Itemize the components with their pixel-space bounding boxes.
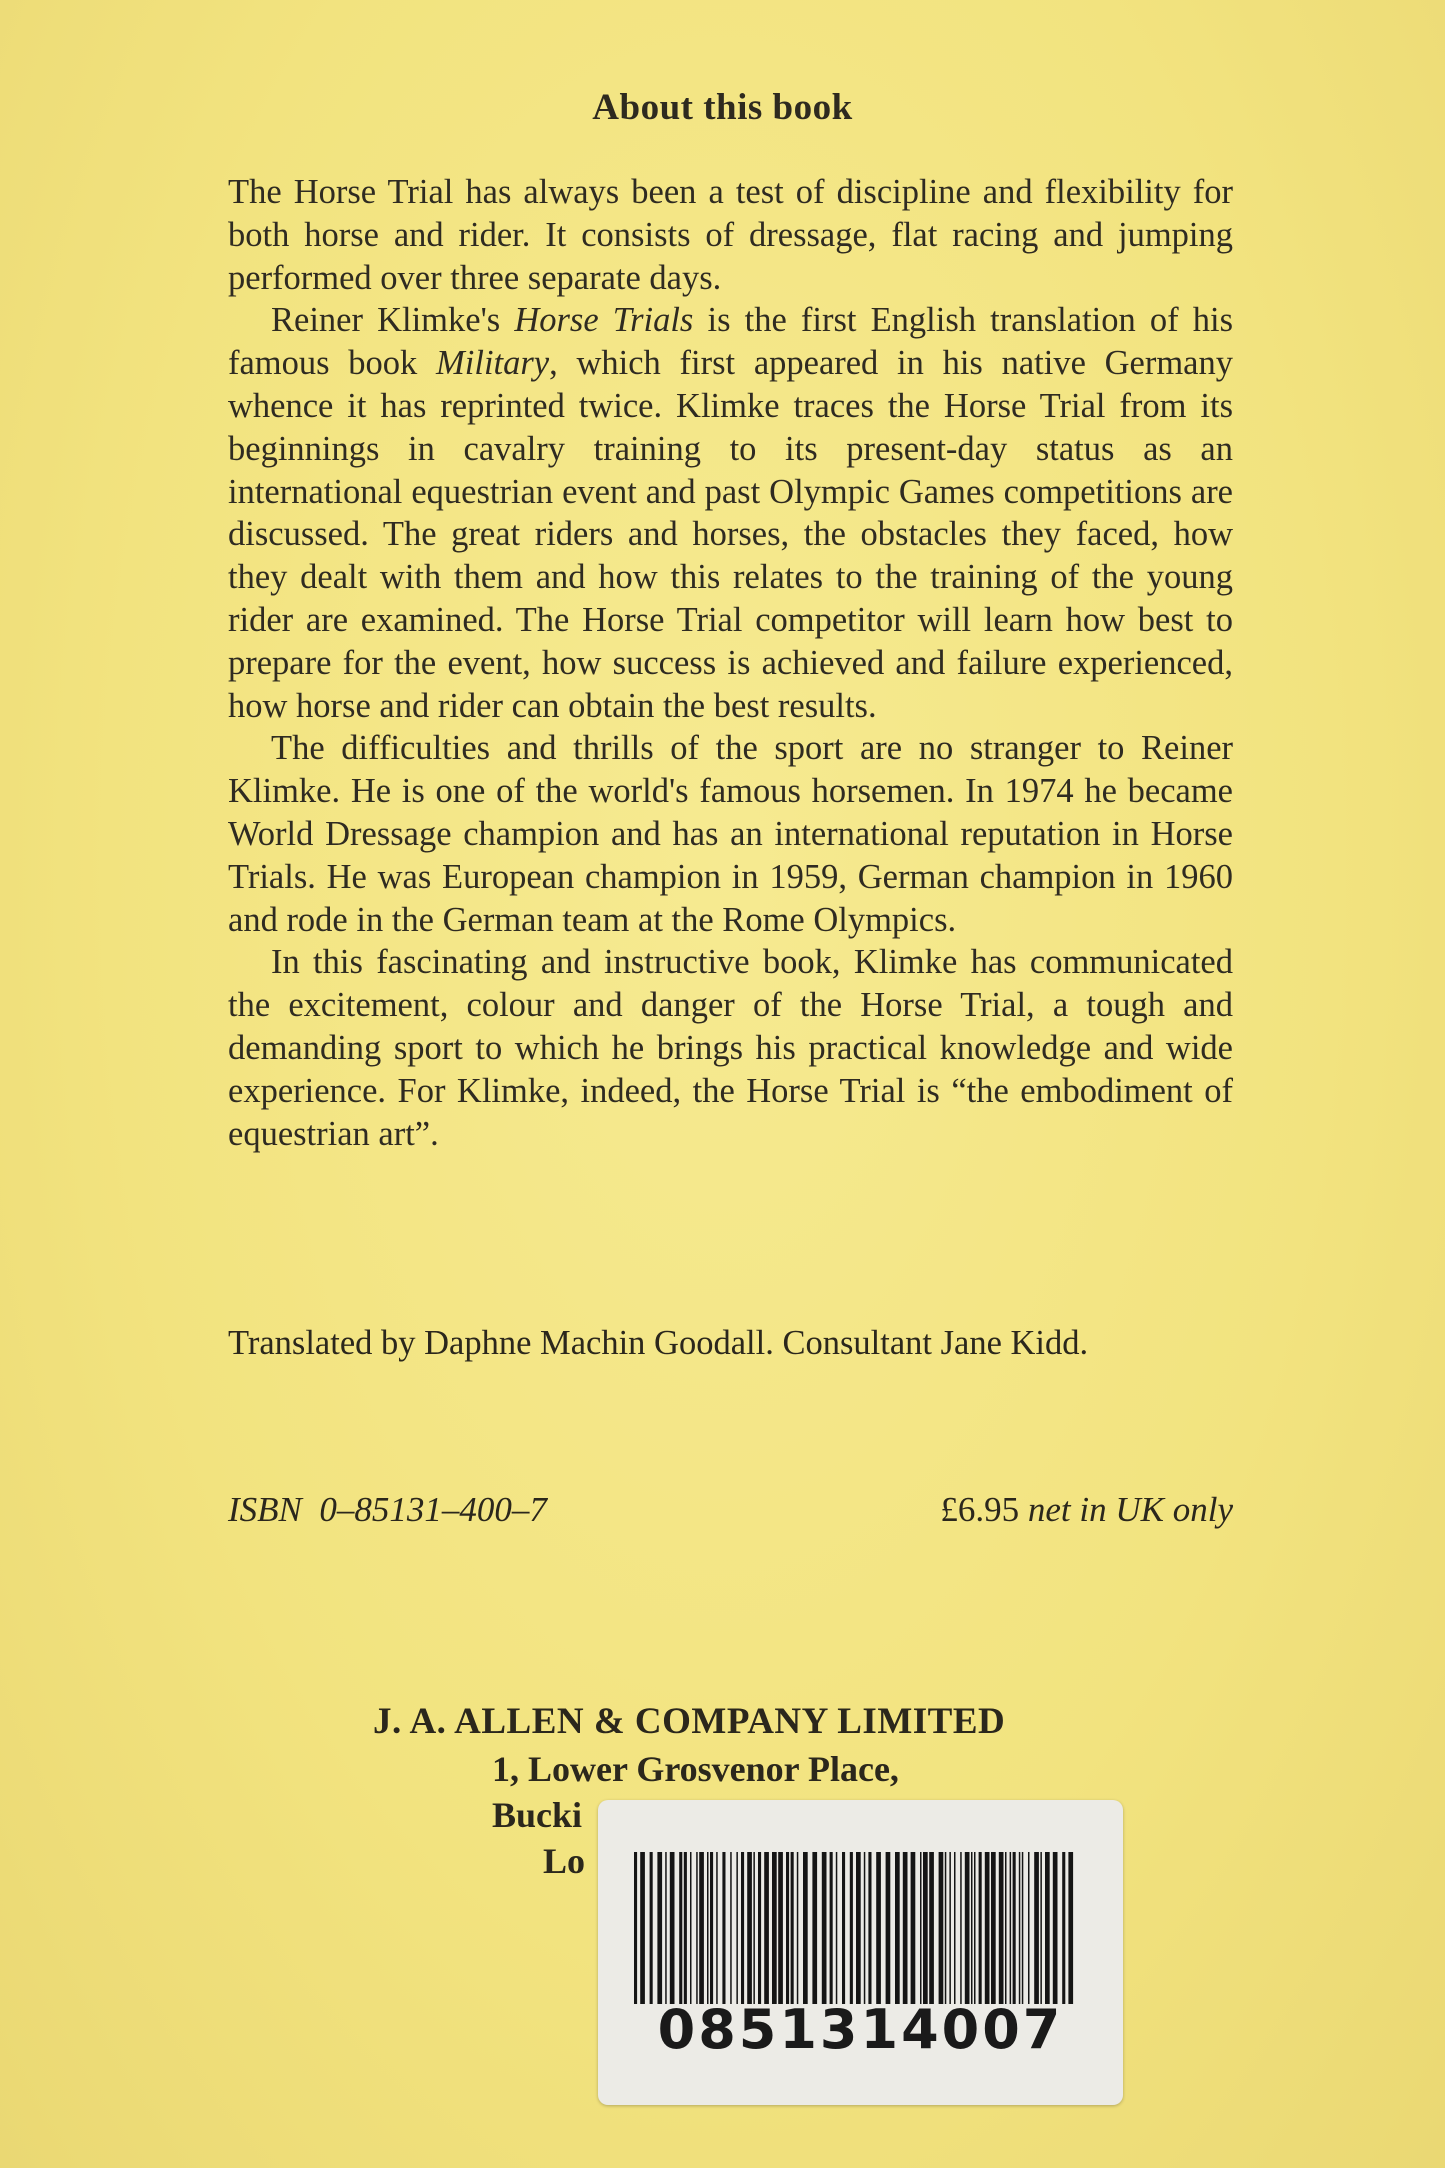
barcode-bar: [1010, 1852, 1012, 2004]
barcode-bar: [665, 1852, 667, 2004]
book-title-horse-trials: Horse Trials: [514, 301, 694, 340]
barcode-bar: [974, 1852, 976, 2004]
barcode-bar: [650, 1852, 653, 2004]
blurb-paragraph-4: In this fascinating and instructive book, Klimke has communicated the excitement, colour and danger of the Horse Trial, a tough and demanding sport to which he brings his practical knowledge and wide experience. For Klimke, indeed, the Horse Trial is “the embodiment of equestrian art”.: [228, 943, 1233, 1153]
barcode-bar: [722, 1852, 725, 2004]
barcode-bar: [960, 1852, 962, 2004]
publisher-name: J. A. ALLEN & COMPANY LIMITED: [373, 1701, 1006, 1742]
barcode-bar: [971, 1852, 973, 2004]
publisher-address-line-3: Lo: [543, 1841, 586, 1881]
price-amount: £6.95: [940, 1490, 1020, 1529]
barcode-sticker: [598, 1800, 1123, 2105]
barcode-bar: [1005, 1852, 1007, 2004]
blurb-text: [228, 171, 1233, 1155]
barcode-bar: [822, 1852, 827, 2004]
barcode-bar: [1013, 1852, 1016, 2004]
barcode-bar: [850, 1852, 853, 2004]
barcode-digits: 0851314007: [657, 1998, 1064, 2061]
barcode-bar: [886, 1852, 891, 2004]
barcode-bar: [830, 1852, 833, 2004]
barcode-bar: [939, 1852, 944, 2004]
barcode-bar: [864, 1852, 866, 2004]
barcode-bar: [985, 1852, 990, 2004]
barcode-bar: [778, 1852, 783, 2004]
barcode-bar: [736, 1852, 738, 2004]
barcode-bar: [836, 1852, 838, 2004]
barcode-bar: [812, 1852, 817, 2004]
barcode-bar: [1028, 1852, 1030, 2004]
barcode-bar: [772, 1852, 777, 2004]
barcode-bar: [716, 1852, 718, 2004]
barcode-bar: [949, 1852, 951, 2004]
translator-credits: Translated by Daphne Machin Goodall. Consultant Jane Kidd.: [228, 1324, 1089, 1362]
barcode-bar: [999, 1852, 1004, 2004]
barcode-bar: [684, 1852, 687, 2004]
barcode-bar: [979, 1852, 982, 2004]
blurb-p2-part-b: is the first English translation of his famous book: [228, 301, 1233, 383]
price-note: net in UK only: [1027, 1490, 1233, 1529]
isbn-label: ISBN: [228, 1490, 302, 1529]
barcode-bar: [920, 1852, 922, 2004]
isbn-number: 0–85131–400–7: [319, 1490, 547, 1529]
barcode-bar: [710, 1852, 713, 2004]
barcode-image: [634, 1852, 1074, 2004]
blurb-paragraph-3: The difficulties and thrills of the sport are no stranger to Reiner Klimke. He is one of the world's famous horsemen. In 1974 he became World Dressage champion and has an international reputation in Horse Trials. He was European champion in 1959, German champion in 1960 and rode in the German team at the Rome Olympics.: [228, 729, 1233, 939]
blurb-p2-part-c: , which first appeared in his native Germany whence it has reprinted twice. Klimke traces the Horse Trial from its beginnings in cavalry training to its present-day status as an international equestrian event and past Olympic Games competitions are discussed. The great riders and horses, the obstacles they faced, how they dealt with them and how this relates to the training of the young rider are examined. The Horse Trial competitor will learn how best to prepare for the event, how success is achieved and failure experienced, how horse and rider can obtain the best results.: [228, 344, 1233, 725]
isbn: [228, 1490, 547, 1530]
barcode-bar: [965, 1852, 970, 2004]
barcode-bar: [1019, 1852, 1021, 2004]
barcode-bar: [929, 1852, 934, 2004]
price: [940, 1490, 1233, 1530]
barcode-bar: [696, 1852, 698, 2004]
barcode-bar: [1034, 1852, 1039, 2004]
barcode-bar: [954, 1852, 956, 2004]
barcode-bar: [634, 1852, 637, 2004]
barcode-bar: [911, 1852, 916, 2004]
about-heading: About this book: [592, 87, 853, 128]
barcode-bar: [741, 1852, 744, 2004]
barcode-bar: [945, 1852, 947, 2004]
barcode-bar: [923, 1852, 928, 2004]
barcode-bar: [707, 1852, 709, 2004]
barcode-bar: [1062, 1852, 1065, 2004]
barcode-bar: [679, 1852, 682, 2004]
barcode-bar: [1045, 1852, 1050, 2004]
book-title-military: Military: [436, 344, 550, 383]
barcode-bar: [876, 1852, 881, 2004]
barcode-bar: [640, 1852, 645, 2004]
barcode-bar: [903, 1852, 908, 2004]
barcode-bar: [753, 1852, 755, 2004]
barcode-bar: [1068, 1852, 1073, 2004]
barcode-bar: [842, 1852, 845, 2004]
barcode-bar: [690, 1852, 692, 2004]
barcode-bar: [797, 1852, 799, 2004]
isbn-price-row: [228, 1490, 1233, 1530]
barcode-bar: [895, 1852, 900, 2004]
barcode-bar: [747, 1852, 752, 2004]
barcode-bar: [657, 1852, 662, 2004]
barcode-bar: [1040, 1852, 1042, 2004]
barcode-bar: [856, 1852, 861, 2004]
publisher-address-line-1: 1, Lower Grosvenor Place,: [492, 1749, 899, 1789]
barcode-bar: [758, 1852, 761, 2004]
publisher-address-line-2: Bucki: [492, 1795, 583, 1835]
blurb-paragraph-2: [228, 299, 1233, 727]
barcode-bar: [868, 1852, 871, 2004]
barcode-bar: [786, 1852, 789, 2004]
barcode-bar: [791, 1852, 794, 2004]
blurb-p2-part-a: Reiner Klimke's: [271, 301, 515, 340]
blurb-paragraph-1: The Horse Trial has always been a test of discipline and flexibility for both horse and rider. It consists of dressage, flat racing and jumping performed over three separate days.: [228, 173, 1233, 297]
barcode-bar: [1053, 1852, 1058, 2004]
barcode-bar: [730, 1852, 732, 2004]
barcode-bar: [1022, 1852, 1024, 2004]
barcode-bar: [991, 1852, 996, 2004]
barcode-bar: [764, 1852, 769, 2004]
barcode-bar: [699, 1852, 704, 2004]
barcode-bar: [803, 1852, 808, 2004]
barcode-bar: [670, 1852, 675, 2004]
